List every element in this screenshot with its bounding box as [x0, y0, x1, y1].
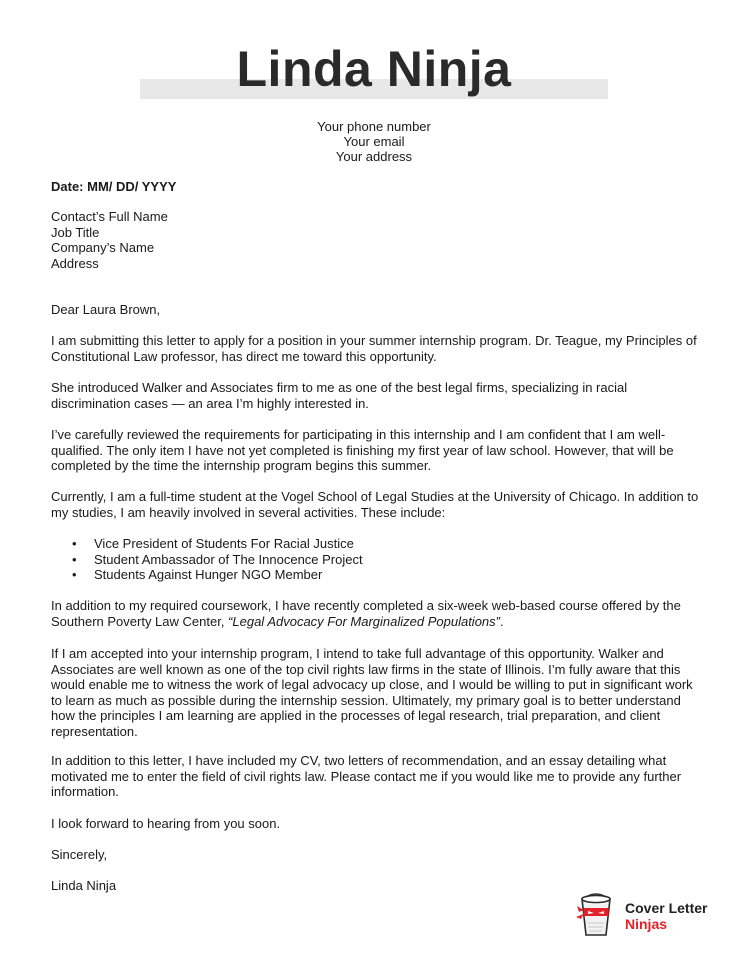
recipient-address: Address	[51, 255, 99, 271]
bullet-icon: •	[72, 536, 77, 551]
logo-wordmark	[625, 900, 707, 932]
salutation: Dear Laura Brown,	[51, 302, 161, 317]
paragraph-referral: She introduced Walker and Associates firm to me as one of the best legal firms, specializing in racial discrimination cases — an area I’m highly interested in.	[51, 380, 628, 411]
list-item	[51, 536, 699, 552]
coursework-text: In addition to my required coursework, I have recently completed a six-week web-based course offered by the Southern Poverty Law Center,	[51, 598, 681, 629]
letter-date: Date: MM/ DD/ YYYY	[51, 179, 177, 194]
cover-letter-ninjas-logo	[576, 893, 726, 937]
address-line: Your address	[335, 149, 413, 164]
valediction: Sincerely,	[51, 847, 108, 862]
recipient-block	[51, 209, 699, 271]
activities-list	[51, 536, 699, 583]
paragraph-closing-line: I look forward to hearing from you soon.	[51, 816, 281, 831]
phone-line: Your phone number	[317, 119, 431, 134]
recipient-name: Contact’s Full Name	[51, 209, 168, 224]
activity-text: Student Ambassador of The Innocence Project	[94, 551, 363, 567]
recipient-company: Company’s Name	[51, 240, 155, 255]
ninja-mascot-icon	[576, 893, 616, 937]
logo-line-1: Cover Letter	[625, 900, 708, 916]
course-title: “Legal Advocacy For Marginalized Populations”	[228, 613, 500, 629]
paragraph-coursework	[51, 598, 699, 629]
signature-name: Linda Ninja	[51, 878, 117, 893]
paragraph-qualifications: I’ve carefully reviewed the requirements for participating in this internship and I am confident that I am well-qualified. The only item I have not yet completed is finishing my first year of law school. However, that will be completed by the time the internship program begins this summer.	[51, 427, 674, 473]
applicant-name: Linda Ninja	[236, 41, 512, 97]
activity-text: Students Against Hunger NGO Member	[94, 567, 323, 582]
list-item	[51, 567, 699, 583]
email-line: Your email	[343, 134, 405, 149]
paragraph-studies: Currently, I am a full-time student at the Vogel School of Legal Studies at the University of Chicago. In addition to my studies, I am heavily involved in several activities. These include:	[51, 489, 699, 520]
contact-info	[0, 119, 748, 164]
logo-line-2: Ninjas	[625, 916, 668, 932]
bullet-icon: •	[72, 551, 77, 567]
list-item	[51, 552, 699, 568]
paragraph-attachments: In addition to this letter, I have included my CV, two letters of recommendation, and an essay detailing what motivated me to enter the field of civil rights law. Please contact me if you would like me to provide any further information.	[51, 753, 682, 799]
paragraph-intro: I am submitting this letter to apply for a position in your summer internship program. Dr. Teague, my Principles of Constitutional Law professor, has direct me toward this opportunity.	[51, 333, 697, 364]
coursework-end: .	[499, 613, 504, 629]
paragraph-goals: If I am accepted into your internship program, I intend to take full advantage of this opportunity. Walker and Associates are well known as one of the top civil rights law firms in the state of Illinois. I’m fully aware that this would enable me to witness the work of legal advocacy up close, and I would be willing to put in significant work to learn as much as possible during the internship session. Ultimately, my primary goal is to better understand how the principles I am learning are applied in the processes of legal research, trial preparation, and client representation.	[51, 646, 693, 739]
bullet-icon: •	[72, 567, 77, 582]
activity-text: Vice President of Students For Racial Justice	[94, 536, 354, 551]
recipient-job-title: Job Title	[51, 224, 100, 240]
